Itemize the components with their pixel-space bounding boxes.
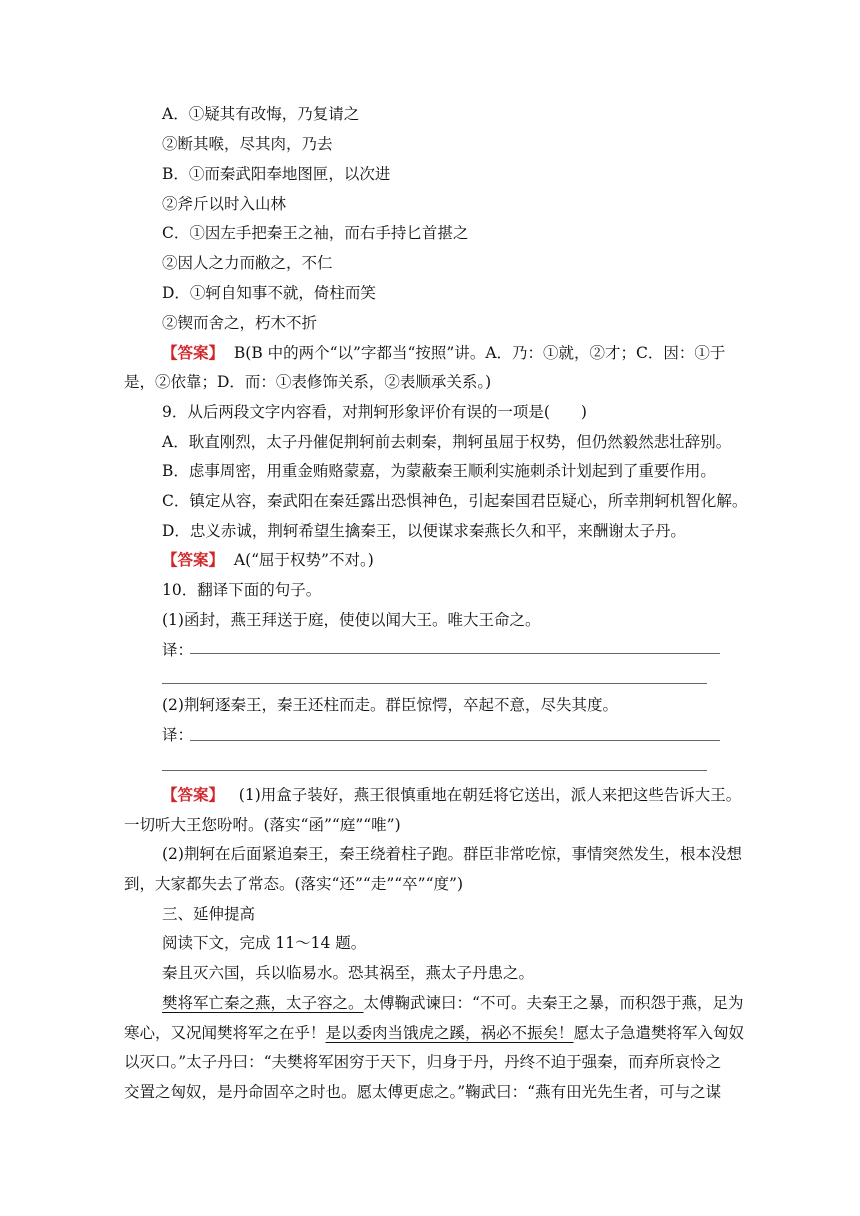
q8-option-b1: B．①而秦武阳奉地图匣，以次进 xyxy=(162,165,391,183)
answer-tag: 【答案】 xyxy=(162,343,225,362)
q9-stem: 9．从后两段文字内容看，对荆轲形象评价有误的一项是( ) xyxy=(162,403,587,421)
passage-text: 寒心，又况闻樊将军之在乎！ xyxy=(124,1024,326,1042)
answer-blank-line[interactable] xyxy=(190,653,720,654)
translate-label-2: 译： xyxy=(162,726,194,744)
q10-answer-line1 xyxy=(162,784,741,806)
q10-sentence-2: (2)荆轲逐秦王，秦王还柱而走。群臣惊愕，卒起不意，尽失其度。 xyxy=(162,696,618,714)
answer-blank-line[interactable] xyxy=(162,770,707,771)
q8-answer-text: B(B 中的两个“以”字都当“按照”讲。A．乃：①就，②才；C．因：①于 xyxy=(233,344,726,362)
answer-blank-line[interactable] xyxy=(190,740,720,741)
passage-para-1: 秦且灭六国，兵以临易水。恐其祸至，燕太子丹患之。 xyxy=(162,964,535,982)
q10-answer-line2: 一切听大王您吩咐。(落实“函”“庭”“唯”) xyxy=(124,816,401,834)
q8-option-b2: ②斧斤以时入山林 xyxy=(162,195,287,213)
q9-option-d: D．忠义赤诚，荆轲希望生擒秦王，以便谋求秦燕长久和平，来酬谢太子丹。 xyxy=(162,522,686,540)
q8-option-a1: A．①疑其有改悔，乃复请之 xyxy=(162,105,360,123)
section-title: 三、延伸提高 xyxy=(162,905,256,923)
q10-sentence-1: (1)函封，燕王拜送于庭，使使以闻大王。唯大王命之。 xyxy=(162,611,541,629)
q8-option-d2: ②锲而舍之，朽木不折 xyxy=(162,314,318,332)
q8-option-c2: ②因人之力而敝之，不仁 xyxy=(162,254,333,272)
q8-answer-line2: 是，②依靠；D．而：①表修饰关系，②表顺承关系。) xyxy=(124,373,492,391)
answer-tag: 【答案】 xyxy=(162,550,225,569)
q8-option-a2: ②断其喉，尽其肉，乃去 xyxy=(162,135,333,153)
passage-line-1 xyxy=(162,992,743,1014)
passage-line-3: 以灭口。”太子丹曰：“夫樊将军困穷于天下，归身于丹，丹终不迫于强秦，而弃所哀怜之 xyxy=(124,1053,722,1071)
q9-option-b: B．虑事周密，用重金贿赂蒙嘉，为蒙蔽秦王顺利实施刺杀计划起到了重要作用。 xyxy=(162,462,716,480)
q8-option-d1: D．①轲自知事不就，倚柱而笑 xyxy=(162,284,376,302)
passage-line-4: 交置之匈奴，是丹命固卒之时也。愿太傅更虑之。”鞠武曰：“燕有田光先生者，可与之谋 xyxy=(124,1083,722,1101)
passage-text: 愿太子急遣樊将军入匈奴 xyxy=(573,1024,745,1042)
section-instruction: 阅读下文，完成 11～14 题。 xyxy=(162,934,367,952)
translate-label-1: 译： xyxy=(162,641,194,659)
underlined-sentence: 是以委肉当饿虎之蹊，祸必不振矣！ xyxy=(325,1024,574,1042)
q10-stem: 10．翻译下面的句子。 xyxy=(162,581,322,599)
q10-answer-1a: (1)用盒子装好，燕王很慎重地在朝廷将它送出，派人来把这些告诉大王。 xyxy=(238,786,742,804)
q9-option-c: C．镇定从容，秦武阳在秦廷露出恐惧神色，引起秦国君臣疑心，所幸荆轲机智化解。 xyxy=(162,492,748,510)
q9-answer-text: A(“屈于权势”不对。) xyxy=(233,551,374,569)
q8-answer-line1 xyxy=(162,342,725,364)
q8-option-c1: C．①因左手把秦王之袖，而右手持匕首揕之 xyxy=(162,224,469,242)
answer-blank-line[interactable] xyxy=(162,683,707,684)
underlined-phrase: 樊将军亡秦之燕， xyxy=(162,994,287,1012)
underlined-phrase: 太子容之。 xyxy=(286,994,364,1012)
q10-answer-line3: (2)荆轲在后面紧追秦王，秦王绕着柱子跑。群臣非常吃惊，事情突然发生，根本没想 xyxy=(162,845,742,863)
q9-answer xyxy=(162,549,374,571)
q9-option-a: A．耿直刚烈，太子丹催促荆轲前去刺秦，荆轲虽屈于权势，但仍然毅然悲壮辞别。 xyxy=(162,433,732,451)
passage-line-2 xyxy=(124,1022,744,1044)
q10-answer-line4: 到，大家都失去了常态。(落实“还”“走”“卒”“度”) xyxy=(124,875,463,893)
answer-tag: 【答案】 xyxy=(162,785,225,804)
passage-text: 太傅鞠武谏曰：“不可。夫秦王之暴，而积怨于燕，足为 xyxy=(363,994,744,1012)
